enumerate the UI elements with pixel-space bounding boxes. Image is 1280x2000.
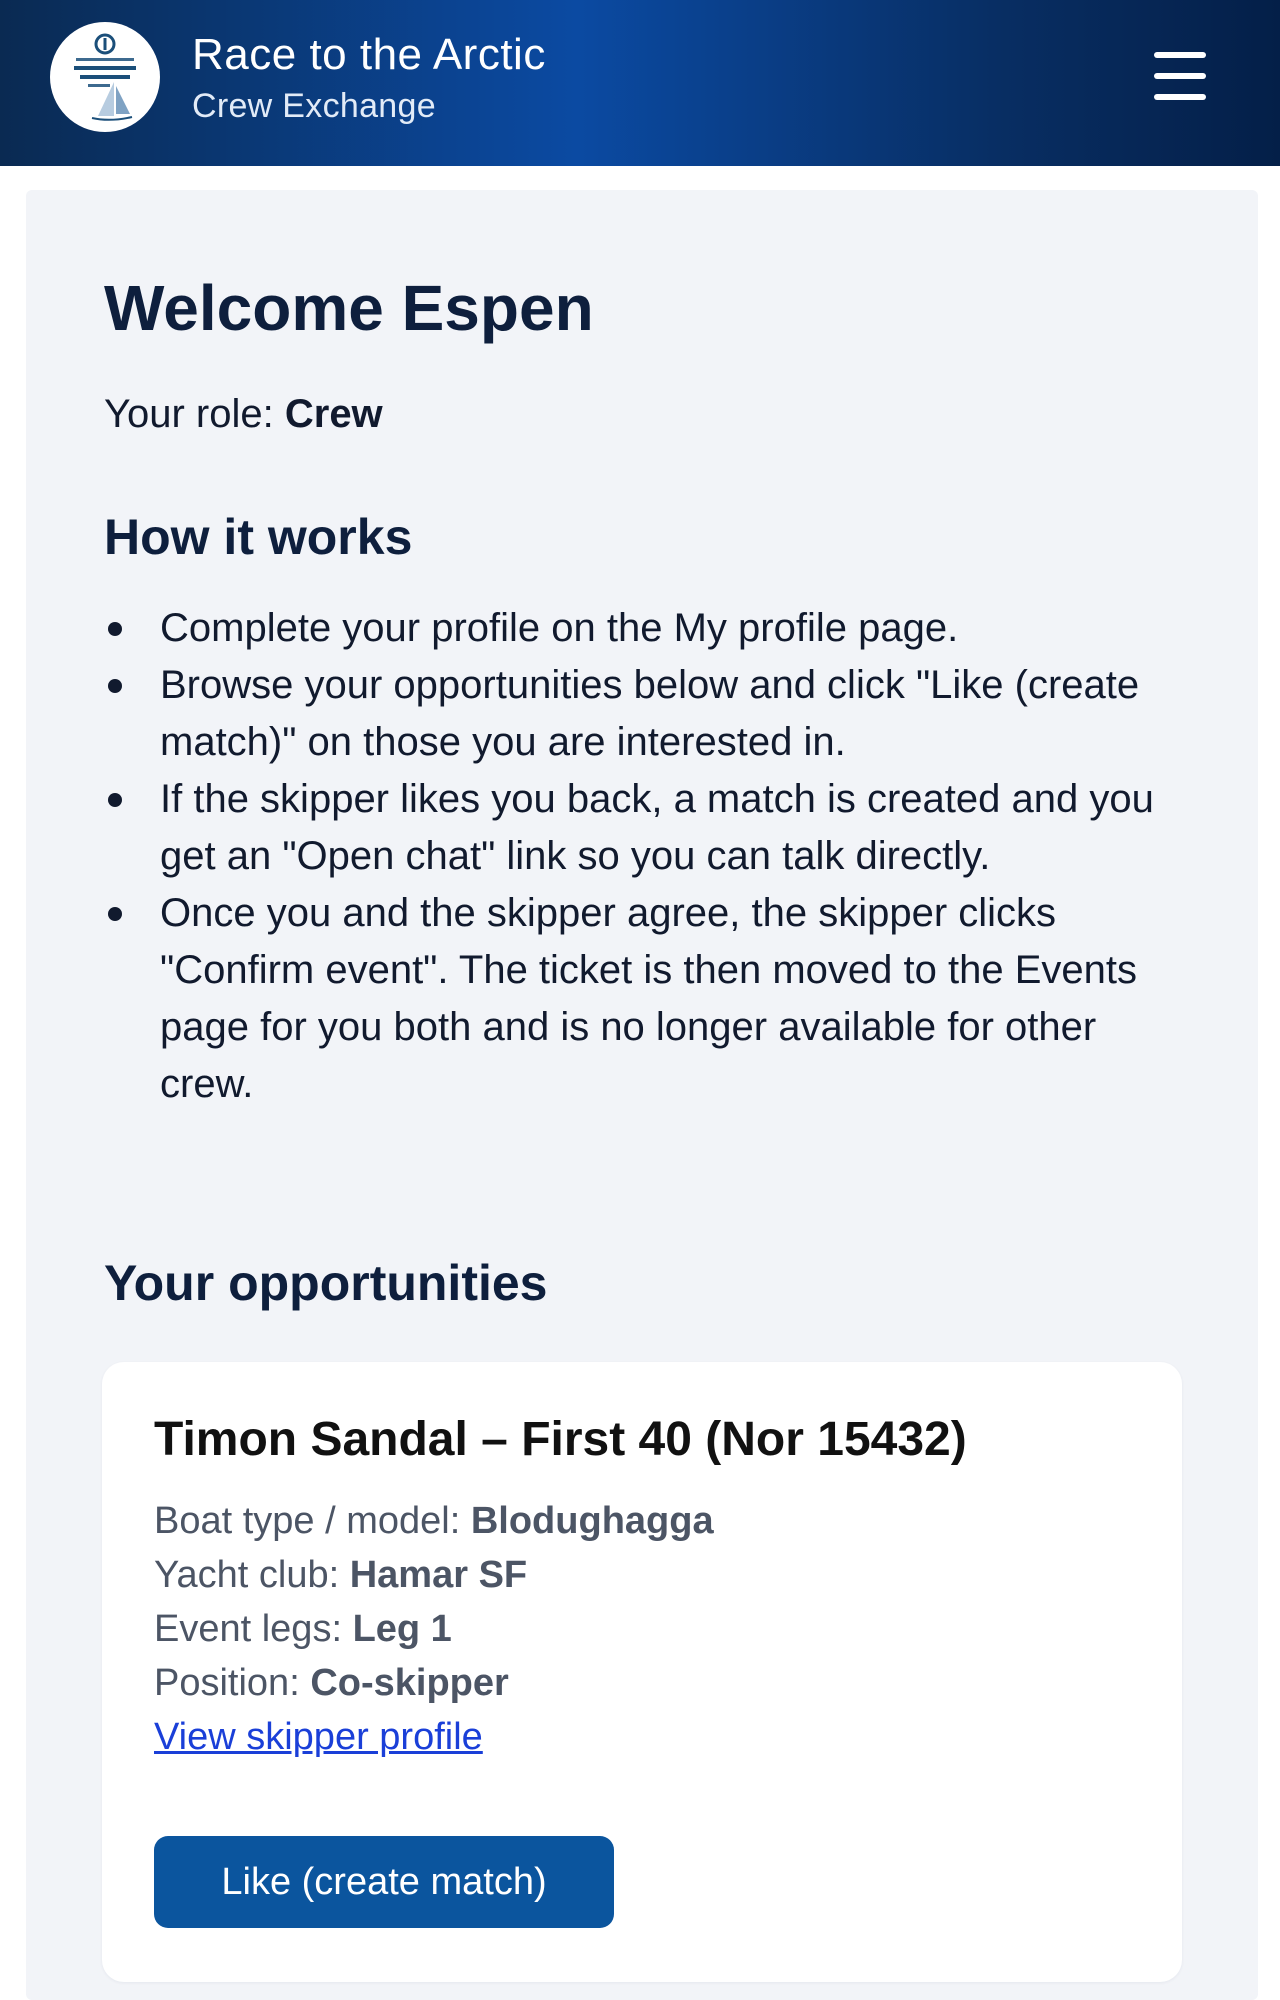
position-value: Co-skipper xyxy=(310,1662,509,1704)
role-value: Crew xyxy=(284,392,383,436)
app-header xyxy=(0,0,1280,166)
how-it-works-title: How it works xyxy=(104,509,413,565)
list-item: Browse your opportunities below and click "Like (create match)" on those you are interested in. xyxy=(104,657,1184,771)
event-legs-value: Leg 1 xyxy=(352,1608,452,1650)
app-subtitle: Crew Exchange xyxy=(192,87,436,125)
boat-type-row xyxy=(154,1494,1134,1548)
event-legs-row xyxy=(154,1602,1134,1656)
position-label: Position: xyxy=(154,1662,311,1704)
hamburger-menu-icon[interactable] xyxy=(1150,48,1210,104)
list-item: Once you and the skipper agree, the skipper clicks "Confirm event". The ticket is then moved to the Events page for you both and is no longer available for other crew. xyxy=(104,885,1184,1113)
boat-type-value: Blodughagga xyxy=(470,1500,714,1542)
list-item: If the skipper likes you back, a match is created and you get an "Open chat" link so you can talk directly. xyxy=(104,771,1184,885)
yacht-club-row xyxy=(154,1548,1134,1602)
yacht-club-label: Yacht club: xyxy=(154,1554,350,1596)
opportunities-title: Your opportunities xyxy=(104,1255,548,1311)
opportunity-title: Timon Sandal – First 40 (Nor 15432) xyxy=(154,1413,967,1466)
role-label: Your role: xyxy=(104,392,285,436)
opportunity-card xyxy=(102,1362,1182,1982)
app-title: Race to the Arctic xyxy=(192,30,546,79)
yacht-club-value: Hamar SF xyxy=(349,1554,528,1596)
event-legs-label: Event legs: xyxy=(154,1608,353,1650)
like-create-match-button[interactable]: Like (create match) xyxy=(154,1836,614,1928)
role-line xyxy=(104,390,383,438)
view-skipper-profile-link[interactable]: View skipper profile xyxy=(154,1716,483,1758)
sailboat-logo-icon xyxy=(50,22,160,132)
position-row xyxy=(154,1656,1134,1710)
main-content xyxy=(26,190,1258,2000)
opportunity-details xyxy=(154,1494,1134,1764)
race-to-the-arctic-logo[interactable] xyxy=(50,22,160,132)
list-item: Complete your profile on the My profile page. xyxy=(104,600,1184,657)
how-it-works-list xyxy=(104,600,1184,1113)
welcome-heading: Welcome Espen xyxy=(104,272,594,344)
boat-type-label: Boat type / model: xyxy=(154,1500,471,1542)
